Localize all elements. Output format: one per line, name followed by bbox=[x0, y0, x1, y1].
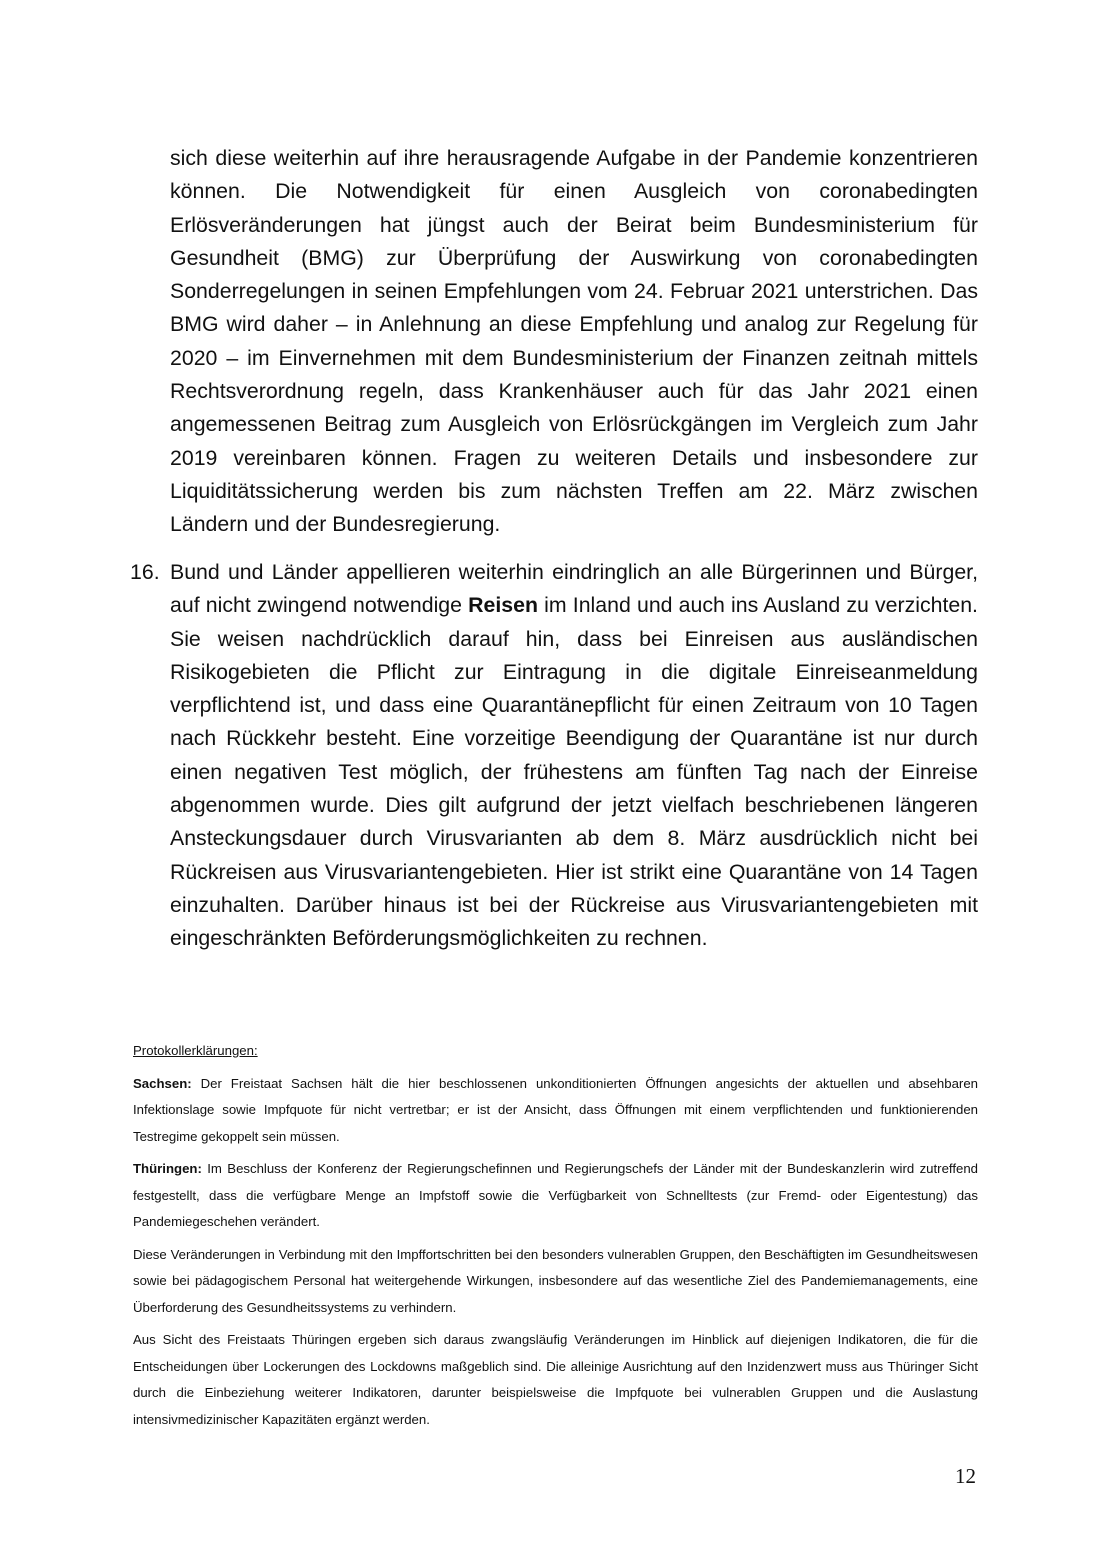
note-thueringen-label: Thüringen: bbox=[133, 1161, 202, 1176]
continuation-paragraph: sich diese weiterhin auf ihre herausragende Aufgabe in der Pandemie konzentrieren können. Die Notwendigkeit für einen Ausgleich von coronabedingten Erlösveränderungen hat jüngst auch der Beirat beim Bundesministerium für Gesundheit (BMG) zur Überprüfung der Auswirkung von coronabedingten Sonderregelungen in seinen Empfehlungen vom 24. Februar 2021 unterstrichen. Das BMG wird daher – in Anlehnung an diese Empfehlung und analog zur Regelung für 2020 – im Einvernehmen mit dem Bundesministerium der Finanzen zeitnah mittels Rechtsverordnung regeln, dass Krankenhäuser auch für das Jahr 2021 einen angemessenen Beitrag zum Ausgleich von Erlösrückgängen im Vergleich zum Jahr 2019 vereinbaren können. Fragen zu weiteren Details und insbesondere zur Liquiditätssicherung werden bis zum nächsten Treffen am 22. März zwischen Ländern und der Bundesregierung. bbox=[170, 146, 978, 537]
note-sachsen-text: Der Freistaat Sachsen hält die hier beschlossenen unkonditionierten Öffnungen angesichts der aktuellen und absehbaren Infektionslage sowie Impfquote für nicht vertretbar; er ist der Ansicht, dass Öffnungen mit einem verpflichtenden und funktionierenden Testregime gekoppelt sein müssen. bbox=[133, 1075, 978, 1144]
protocol-notes bbox=[133, 1038, 978, 1439]
list-item-16 bbox=[130, 556, 978, 956]
note-thueringen bbox=[133, 1156, 978, 1236]
note-thueringen-text: Im Beschluss der Konferenz der Regierungschefinnen und Regierungschefs der Länder mit der Bundeskanzlerin wird zutreffend festgestellt, dass die verfügbare Menge an Impfstoff sowie die Verfügbarkeit von Schnelltests (zur Fremd- oder Eigentestung) das Pandemiegeschehen verändert. bbox=[133, 1161, 978, 1229]
list-item-number: 16. bbox=[130, 560, 160, 584]
note-thueringen-paragraph-3: Aus Sicht des Freistaats Thüringen ergeben sich daraus zwangsläufig Veränderungen im Hinblick auf diejenigen Indikatoren, die für die Entscheidungen über Lockerungen des Lockdowns maßgeblich sind. Die alleinige Ausrichtung auf den Inzidenzwert muss aus Thüringer Sicht durch die Einbeziehung weiterer Indikatoren, darunter beispielsweise die Impfquote bei vulnerablen Gruppen und die Auslastung intensivmedizinischer Kapazitäten ergänzt werden. bbox=[133, 1332, 978, 1427]
note-sachsen-label: Sachsen: bbox=[133, 1075, 192, 1091]
page-number: 12 bbox=[955, 1464, 976, 1488]
continuation-section bbox=[170, 142, 978, 542]
list-item-body bbox=[170, 556, 978, 956]
bold-keyword: Reisen bbox=[468, 593, 538, 618]
note-thueringen-paragraph-2: Diese Veränderungen in Verbindung mit den Impffortschritten bei den besonders vulnerablen Gruppen, den Beschäftigten im Gesundheitswesen sowie bei pädagogischem Personal hat weitergehende Wirkungen, insbesondere auf das wesentliche Ziel des Pandemiemanagements, eine Überforderung des Gesundheitssystems zu verhindern. bbox=[133, 1246, 978, 1315]
protocol-notes-heading: Protokollerklärungen: bbox=[133, 1043, 258, 1058]
list-item-text-after: im Inland und auch ins Ausland zu verzichten. Sie weisen nachdrücklich darauf hin, dass bei Einreisen aus ausländischen Risikogebieten die Pflicht zur Eintragung in die digitale Einreiseanmeldung verpflichtend ist, und dass eine Quarantänepflicht für einen Zeitraum von 10 Tagen nach Rückkehr besteht. Eine vorzeitige Beendigung der Quarantäne ist nur durch einen negativen Test möglich, der frühestens am fünften Tag nach der Einreise abgenommen wurde. Dies gilt aufgrund der jetzt vielfach beschriebenen längeren Ansteckungsdauer durch Virusvarianten ab dem 8. März ausdrücklich nicht bei Rückreisen aus Virusvariantengebieten. Hier ist strikt eine Quarantäne von 14 Tagen einzuhalten. Darüber hinaus ist bei der Rückreise aus Virusvariantengebieten mit eingeschränkten Beförderungsmöglichkeiten zu rechnen. bbox=[170, 593, 978, 951]
list-item-text-before: Bund und Länder appellieren weiterhin eindringlich an alle Bürgerinnen und Bürger, auf nicht zwingend notwendige bbox=[170, 560, 978, 618]
note-sachsen bbox=[133, 1071, 978, 1151]
